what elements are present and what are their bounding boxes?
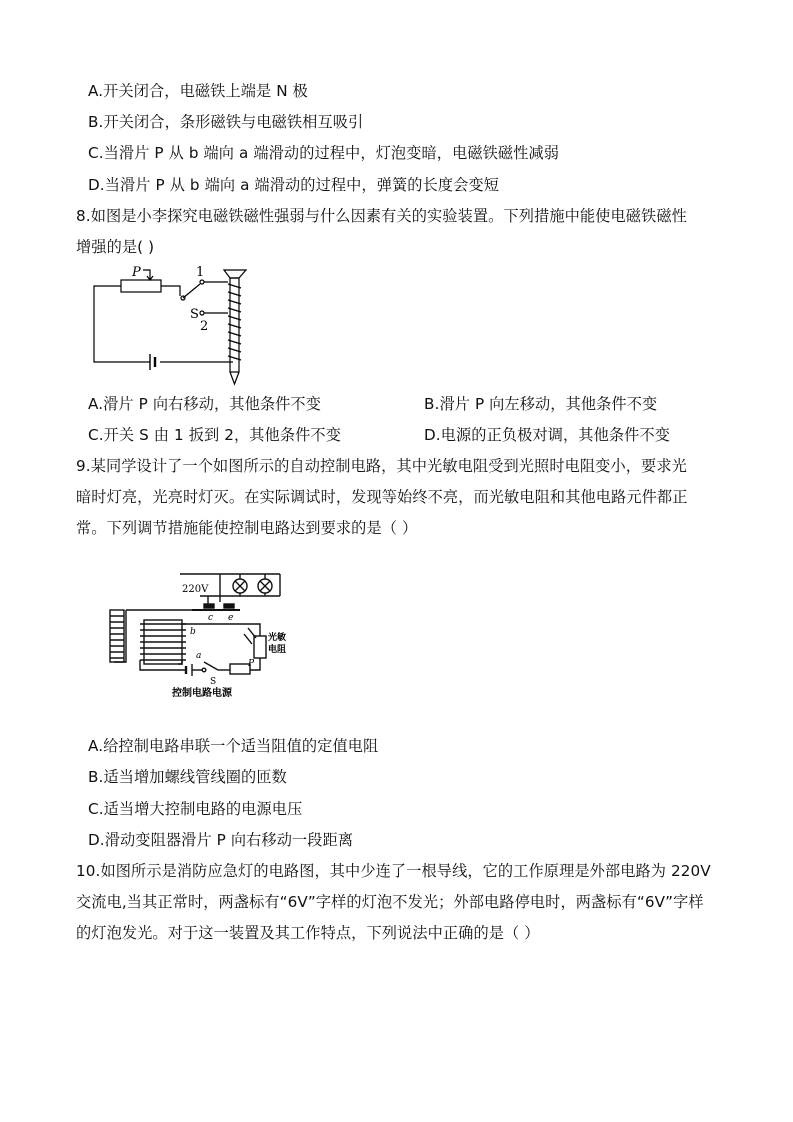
q8-option-d: D.电源的正负极对调，其他条件不变 xyxy=(424,426,671,444)
q9-stem-line2: 暗时灯亮，光亮时灯灭。在实际调试时，发现等始终不亮，而光敏电阻和其他电路元件都正 xyxy=(76,488,688,506)
q10-stem-line3: 的灯泡发光。对于这一装置及其工作特点，下列说法中正确的是（ ） xyxy=(76,924,540,942)
q7-option-a: A.开关闭合，电磁铁上端是 N 极 xyxy=(88,82,308,100)
q7-option-d: D.当滑片 P 从 b 端向 a 端滑动的过程中，弹簧的长度会变短 xyxy=(88,176,500,194)
q9-label-c: c xyxy=(208,613,214,623)
q9-label-e: e xyxy=(228,613,234,623)
q8-circuit-diagram xyxy=(88,262,268,392)
q8-option-c: C.开关 S 由 1 扳到 2，其他条件不变 xyxy=(88,426,341,444)
q8-label-p: P xyxy=(132,265,141,280)
q9-label-voltage: 220V xyxy=(182,584,209,595)
q8-stem-line1: 8.如图是小李探究电磁铁磁性强弱与什么因素有关的实验装置。下列措施中能使电磁铁磁性 xyxy=(76,207,687,225)
q9-label-photo2: 电阻 xyxy=(268,645,287,655)
q9-stem-line1: 9.某同学设计了一个如图所示的自动控制电路，其中光敏电阻受到光照时电阻变小，要求光 xyxy=(76,457,687,475)
q8-option-b: B.滑片 P 向左移动，其他条件不变 xyxy=(424,395,658,413)
q8-label-1: 1 xyxy=(196,265,205,280)
q7-option-c: C.当滑片 P 从 b 端向 a 端滑动的过程中，灯泡变暗，电磁铁磁性减弱 xyxy=(88,144,560,162)
q9-label-s: S xyxy=(210,677,217,687)
q9-option-b: B.适当增加螺线管线圈的匝数 xyxy=(88,768,287,786)
q8-label-s: S xyxy=(190,307,199,322)
q8-stem-line2: 增强的是( ) xyxy=(76,238,155,256)
q9-option-d: D.滑动变阻器滑片 P 向右移动一段距离 xyxy=(88,831,354,849)
q9-label-b: b xyxy=(190,627,196,637)
q9-option-c: C.适当增大控制电路的电源电压 xyxy=(88,800,303,818)
q9-caption: 控制电路电源 xyxy=(172,688,232,699)
q9-label-photo1: 光敏 xyxy=(268,633,287,643)
q8-option-a: A.滑片 P 向右移动，其他条件不变 xyxy=(88,395,322,413)
q9-label-a: a xyxy=(196,651,202,661)
q9-stem-line3: 常。下列调节措施能使控制电路达到要求的是（ ） xyxy=(76,519,418,537)
q10-stem-line1: 10.如图所示是消防应急灯的电路图，其中少连了一根导线，它的工作原理是外部电路为 220V xyxy=(76,862,711,880)
q10-stem-line2: 交流电,当其正常时，两盏标有“6V”字样的灯泡不发光；外部电路停电时，两盏标有“6V”字样 xyxy=(76,893,704,911)
q7-option-b: B.开关闭合，条形磁铁与电磁铁相互吸引 xyxy=(88,113,364,131)
q8-label-2: 2 xyxy=(200,319,209,334)
q9-option-a: A.给控制电路串联一个适当阻值的定值电阻 xyxy=(88,737,379,755)
q9-label-p: P xyxy=(248,659,255,669)
q9-circuit-diagram xyxy=(100,566,300,706)
